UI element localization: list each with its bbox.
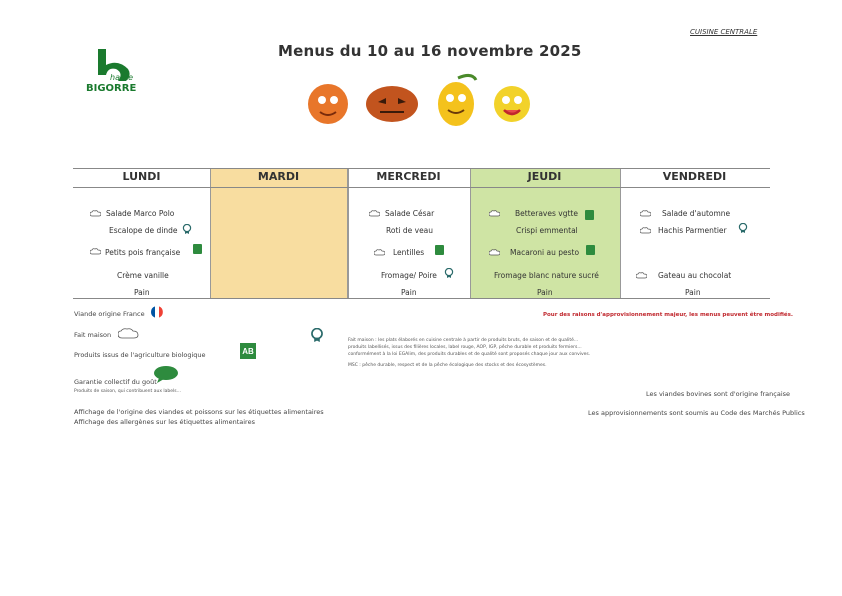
- chef-hat-icon: [118, 328, 140, 340]
- day-header-lundi: LUNDI: [122, 170, 161, 183]
- page-title: Menus du 10 au 16 novembre 2025: [278, 42, 582, 60]
- legend-gout: Garantie collectif du goût: [74, 378, 157, 386]
- ab-bio-logo-icon: [240, 343, 256, 359]
- fait-maison-icon: [489, 210, 500, 217]
- day-header-vendredi: VENDREDI: [662, 170, 727, 183]
- quality-badge-icon: [182, 224, 192, 234]
- fait-maison-icon: [369, 210, 380, 217]
- fruit-illustration: [300, 68, 540, 130]
- legend-fait-maison: Fait maison: [74, 331, 112, 339]
- fait-maison-icon: [489, 249, 500, 256]
- menu-item: Fromage blanc nature sucré: [494, 271, 599, 280]
- menu-item: Pain: [134, 288, 150, 297]
- bovine-origin-note: Les viandes bovines sont d'origine française: [646, 390, 791, 398]
- french-flag-icon: [149, 306, 165, 318]
- fait-maison-icon: [640, 210, 651, 217]
- menu-item: Macaroni au pesto: [510, 248, 580, 257]
- day-header-mercredi: MERCREDI: [376, 170, 441, 183]
- quality-badge-icon: [444, 268, 454, 278]
- menu-item: Salade Marco Polo: [106, 209, 175, 218]
- menu-item: Escalope de dinde: [109, 226, 178, 235]
- menu-change-warning: Pour des raisons d'approvisionnement majeur, les menus peuvent être modifiés.: [543, 312, 794, 318]
- menu-item: Gateau au chocolat: [658, 271, 732, 280]
- msc-note: MSC : pêche durable, respect et de la pêche écologique des stocks et des écosystèmes.: [348, 363, 547, 368]
- day-header-mardi: MARDI: [257, 170, 300, 183]
- legend-affichage-allergenes: Affichage des allergènes sur les étiquettes alimentaires: [74, 418, 255, 426]
- fait-maison-icon: [90, 210, 101, 217]
- marches-publics-note: Les approvisionnements sont soumis au Code des Marchés Publics: [588, 409, 805, 417]
- menu-item: Fromage/ Poire: [381, 271, 437, 280]
- bio-ab-icon: [193, 244, 202, 254]
- legend-gout-sub: Produits de saison, qui contribuent aux labels...: [74, 389, 181, 394]
- logo-line1: haute: [110, 73, 134, 82]
- menu-item: Lentilles: [393, 248, 425, 257]
- menu-item: Pain: [537, 288, 553, 297]
- menu-item: Hachis Parmentier: [658, 226, 727, 235]
- fait-maison-icon: [374, 249, 385, 256]
- legend-origin-france: Viande origine France: [74, 310, 145, 318]
- menu-item: Crème vanille: [117, 271, 169, 280]
- svg-text:AB: AB: [242, 347, 254, 356]
- legend-bio: Produits issus de l'agriculture biologique: [74, 351, 206, 359]
- logo-line2: BIGORRE: [86, 83, 137, 94]
- haute-bigorre-logo: [88, 45, 148, 105]
- menu-item: Roti de veau: [386, 226, 434, 235]
- menu-item: Pain: [401, 288, 417, 297]
- fait-maison-icon: [636, 272, 647, 279]
- menu-item: Crispi emmental: [516, 226, 578, 235]
- menu-item: Betteraves vgtte: [515, 209, 578, 218]
- quality-badge-icon: [738, 223, 748, 233]
- menu-item: Salade d'automne: [662, 209, 731, 218]
- menu-table: [73, 168, 770, 298]
- day-header-jeudi: JEUDI: [527, 170, 562, 183]
- menu-item: Pain: [685, 288, 701, 297]
- bio-ab-icon: [435, 245, 444, 255]
- kitchen-label: CUISINE CENTRALE: [690, 28, 758, 36]
- fait-maison-icon: [90, 248, 101, 255]
- bio-ab-icon: [586, 245, 595, 255]
- menu-item: Petits pois française: [105, 248, 181, 257]
- legend-affichage-origine: Affichage de l'origine des viandes et poissons sur les étiquettes alimentaires: [74, 408, 324, 416]
- bio-ab-icon: [585, 210, 594, 220]
- menu-item: Salade César: [385, 209, 435, 218]
- fait-maison-icon: [640, 227, 651, 234]
- quality-badge-icon: [310, 328, 324, 342]
- gout-speech-bubble-icon: [153, 365, 179, 383]
